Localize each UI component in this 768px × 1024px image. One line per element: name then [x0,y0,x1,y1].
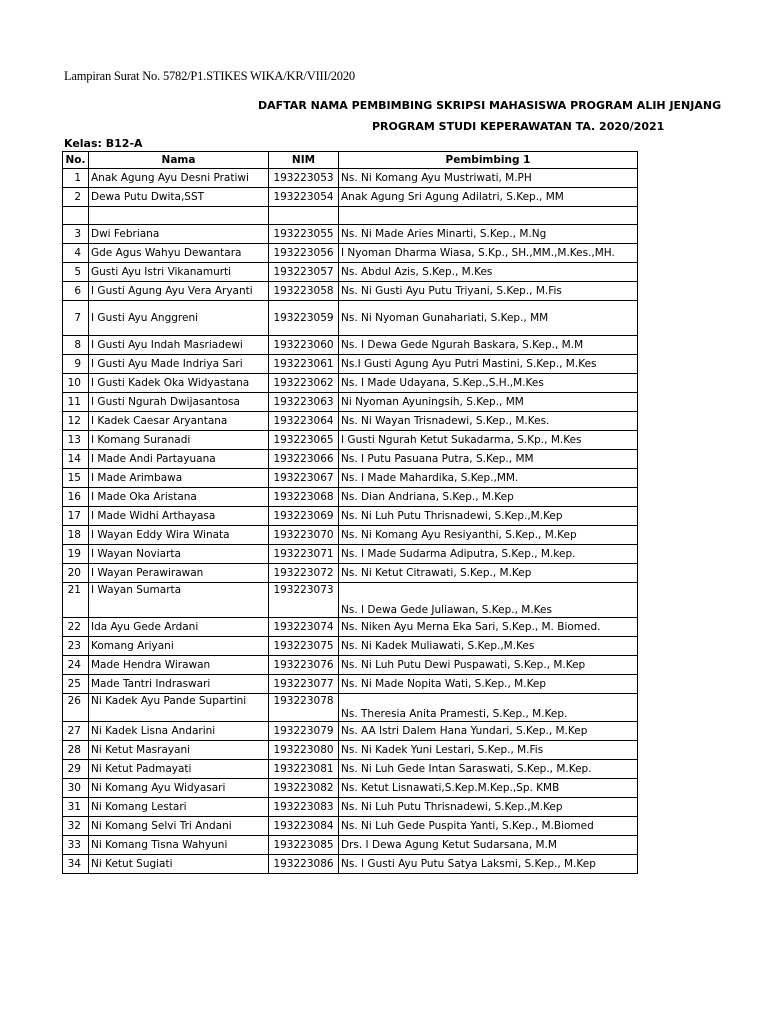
cell-no: 14 [63,450,89,469]
cell-nama: Komang Ariyani [89,637,269,656]
cell-nama: I Made Oka Aristana [89,488,269,507]
cell-nim: 193223070 [269,526,339,545]
cell-nim: 193223086 [269,855,339,874]
cell-nim: 193223064 [269,412,339,431]
cell-nama: I Gusti Ngurah Dwijasantosa [89,393,269,412]
table-row [63,564,638,583]
table-row [63,188,638,207]
cell-nim: 193223073 [269,583,339,618]
cell-nama: Ni Komang Ayu Widyasari [89,779,269,798]
cell-nim: 193223053 [269,169,339,188]
cell-nama: Ni Ketut Padmayati [89,760,269,779]
cell-no: 1 [63,169,89,188]
cell-nama: Ni Ketut Sugiati [89,855,269,874]
table-row [63,469,638,488]
cell-pembimbing: Ns. Ni Luh Putu Thrisnadewi, S.Kep.,M.Kep [339,798,638,817]
cell-nama: I Made Widhi Arthayasa [89,507,269,526]
cell-nama: Ni Komang Lestari [89,798,269,817]
cell-nama: I Made Arimbawa [89,469,269,488]
cell-nama: Anak Agung Ayu Desni Pratiwi [89,169,269,188]
table-row [63,618,638,637]
cell-no: 29 [63,760,89,779]
cell-pembimbing: Ns. Ni Luh Gede Puspita Yanti, S.Kep., M.Biomed [339,817,638,836]
cell-nama: I Gusti Kadek Oka Widyastana [89,374,269,393]
cell-nama: I Wayan Sumarta [89,583,269,618]
cell-no: 13 [63,431,89,450]
cell-pembimbing: Ns. Ni Komang Ayu Mustriwati, M.PH [339,169,638,188]
cell-no: 26 [63,694,89,722]
cell-nim: 193223061 [269,355,339,374]
cell-no: 11 [63,393,89,412]
document-title-line2: PROGRAM STUDI KEPERAWATAN TA. 2020/2021 [372,120,665,133]
table-row [63,722,638,741]
cell-no: 12 [63,412,89,431]
cell-nama: Dewa Putu Dwita,SST [89,188,269,207]
cell-nama: Ida Ayu Gede Ardani [89,618,269,637]
cell-nama: Ni Ketut Masrayani [89,741,269,760]
cell-nim: 193223082 [269,779,339,798]
cell-nim: 193223057 [269,263,339,282]
cell-pembimbing: Ns. AA Istri Dalem Hana Yundari, S.Kep., M.Kep [339,722,638,741]
table-row [63,450,638,469]
cell-nama: I Gusti Ayu Made Indriya Sari [89,355,269,374]
cell-no: 25 [63,675,89,694]
cell-nama: Ni Komang Selvi Tri Andani [89,817,269,836]
column-header-pembimbing: Pembimbing 1 [339,152,638,169]
cell-nama: I Gusti Ayu Anggreni [89,301,269,336]
cell-pembimbing: I Gusti Ngurah Ketut Sukadarma, S.Kp., M.Kes [339,431,638,450]
cell-no: 5 [63,263,89,282]
cell-nama: I Kadek Caesar Aryantana [89,412,269,431]
table-row [63,207,638,225]
cell-pembimbing: Ns. Ni Luh Putu Thrisnadewi, S.Kep.,M.Kep [339,507,638,526]
table-row [63,431,638,450]
document-title-line1: DAFTAR NAMA PEMBIMBING SKRIPSI MAHASISWA PROGRAM ALIH JENJANG [258,99,722,112]
cell-nama: Made Hendra Wirawan [89,656,269,675]
cell-nim: 193223059 [269,301,339,336]
cell-nim [269,207,339,225]
table-row [63,507,638,526]
cell-no: 4 [63,244,89,263]
cell-nim: 193223083 [269,798,339,817]
cell-nama: Gusti Ayu Istri Vikanamurti [89,263,269,282]
cell-nim: 193223076 [269,656,339,675]
table-row [63,583,638,618]
cell-pembimbing: Ns. Ketut Lisnawati,S.Kep.M.Kep.,Sp. KMB [339,779,638,798]
table-row [63,637,638,656]
cell-no: 3 [63,225,89,244]
cell-pembimbing: Anak Agung Sri Agung Adilatri, S.Kep., MM [339,188,638,207]
table-row [63,760,638,779]
table-row [63,301,638,336]
cell-pembimbing: Ns. Ni Ketut Citrawati, S.Kep., M.Kep [339,564,638,583]
cell-pembimbing: Ni Nyoman Ayuningsih, S.Kep., MM [339,393,638,412]
cell-pembimbing: Ns. Ni Made Aries Minarti, S.Kep., M.Ng [339,225,638,244]
cell-pembimbing: Ns. Ni Made Nopita Wati, S.Kep., M.Kep [339,675,638,694]
table-row [63,282,638,301]
cell-nim: 193223084 [269,817,339,836]
cell-nim: 193223069 [269,507,339,526]
cell-nim: 193223078 [269,694,339,722]
cell-nama: Ni Kadek Ayu Pande Supartini [89,694,269,722]
cell-pembimbing: Ns. Dian Andriana, S.Kep., M.Kep [339,488,638,507]
table-row [63,836,638,855]
cell-pembimbing: Ns. Ni Luh Putu Dewi Puspawati, S.Kep., M.Kep [339,656,638,675]
cell-pembimbing: Ns. I Gusti Ayu Putu Satya Laksmi, S.Kep., M.Kep [339,855,638,874]
cell-no: 20 [63,564,89,583]
table-row [63,694,638,722]
table-row [63,526,638,545]
cell-nama: I Wayan Noviarta [89,545,269,564]
cell-no: 22 [63,618,89,637]
cell-nim: 193223056 [269,244,339,263]
table-row [63,656,638,675]
cell-nim: 193223077 [269,675,339,694]
table-row [63,675,638,694]
cell-no: 17 [63,507,89,526]
table-row [63,355,638,374]
cell-no: 28 [63,741,89,760]
cell-no: 7 [63,301,89,336]
cell-no: 27 [63,722,89,741]
cell-no: 24 [63,656,89,675]
cell-no: 34 [63,855,89,874]
cell-nim: 193223080 [269,741,339,760]
cell-nama: Ni Komang Tisna Wahyuni [89,836,269,855]
cell-nim: 193223065 [269,431,339,450]
cell-no: 18 [63,526,89,545]
table-row [63,244,638,263]
cell-pembimbing: Ns. I Made Udayana, S.Kep.,S.H.,M.Kes [339,374,638,393]
cell-pembimbing: Ns. Ni Wayan Trisnadewi, S.Kep., M.Kes. [339,412,638,431]
cell-nama: I Made Andi Partayuana [89,450,269,469]
cell-nim: 193223068 [269,488,339,507]
column-header-nim: NIM [269,152,339,169]
cell-nama: I Gusti Ayu Indah Masriadewi [89,336,269,355]
cell-nim: 193223074 [269,618,339,637]
table-row [63,741,638,760]
cell-pembimbing: Ns. Ni Kadek Muliawati, S.Kep.,M.Kes [339,637,638,656]
table-row [63,225,638,244]
table-row [63,393,638,412]
cell-pembimbing: Ns. I Dewa Gede Juliawan, S.Kep., M.Kes [339,583,638,618]
cell-nim: 193223072 [269,564,339,583]
class-label: Kelas: B12-A [64,137,143,150]
table-row [63,779,638,798]
cell-nama [89,207,269,225]
cell-nama: Ni Kadek Lisna Andarini [89,722,269,741]
cell-no: 8 [63,336,89,355]
cell-no: 15 [63,469,89,488]
cell-pembimbing: Ns. I Dewa Gede Ngurah Baskara, S.Kep., M.M [339,336,638,355]
cell-pembimbing: Drs. I Dewa Agung Ketut Sudarsana, M.M [339,836,638,855]
cell-nim: 193223066 [269,450,339,469]
cell-no: 21 [63,583,89,618]
cell-no: 30 [63,779,89,798]
cell-nim: 193223067 [269,469,339,488]
cell-nim: 193223054 [269,188,339,207]
cell-pembimbing: Ns. Ni Komang Ayu Resiyanthi, S.Kep., M.Kep [339,526,638,545]
cell-nim: 193223062 [269,374,339,393]
cell-nama: I Wayan Eddy Wira Winata [89,526,269,545]
cell-nim: 193223063 [269,393,339,412]
cell-pembimbing: Ns. Abdul Azis, S.Kep., M.Kes [339,263,638,282]
cell-pembimbing: Ns. I Made Mahardika, S.Kep.,MM. [339,469,638,488]
cell-nim: 193223079 [269,722,339,741]
cell-no: 19 [63,545,89,564]
cell-no: 6 [63,282,89,301]
column-header-no: No. [63,152,89,169]
cell-pembimbing: Ns. Niken Ayu Merna Eka Sari, S.Kep., M. Biomed. [339,618,638,637]
table-row [63,263,638,282]
cell-no: 10 [63,374,89,393]
lampiran-reference: Lampiran Surat No. 5782/P1.STIKES WIKA/KR/VIII/2020 [64,69,355,83]
cell-pembimbing: Ns. Ni Gusti Ayu Putu Triyani, S.Kep., M.Fis [339,282,638,301]
table-row [63,817,638,836]
cell-no: 23 [63,637,89,656]
table-header-row [63,152,638,169]
cell-nim: 193223081 [269,760,339,779]
cell-no: 33 [63,836,89,855]
table-row [63,374,638,393]
cell-nim: 193223075 [269,637,339,656]
column-header-nama: Nama [89,152,269,169]
table-row [63,798,638,817]
table-row [63,412,638,431]
supervisor-table [62,151,638,874]
cell-nim: 193223058 [269,282,339,301]
cell-nim: 193223055 [269,225,339,244]
cell-nama: Dwi Febriana [89,225,269,244]
cell-nim: 193223060 [269,336,339,355]
cell-nama: I Wayan Perawirawan [89,564,269,583]
cell-pembimbing [339,207,638,225]
table-row [63,488,638,507]
table-row [63,336,638,355]
table-row [63,545,638,564]
cell-pembimbing: Ns. Theresia Anita Pramesti, S.Kep., M.Kep. [339,694,638,722]
cell-pembimbing: Ns. Ni Kadek Yuni Lestari, S.Kep., M.Fis [339,741,638,760]
cell-nama: Gde Agus Wahyu Dewantara [89,244,269,263]
cell-pembimbing: Ns. I Putu Pasuana Putra, S.Kep., MM [339,450,638,469]
cell-nim: 193223085 [269,836,339,855]
cell-nama: I Komang Suranadi [89,431,269,450]
cell-pembimbing: Ns. I Made Sudarma Adiputra, S.Kep., M.kep. [339,545,638,564]
table-row [63,169,638,188]
cell-no: 16 [63,488,89,507]
cell-pembimbing: Ns.I Gusti Agung Ayu Putri Mastini, S.Kep., M.Kes [339,355,638,374]
cell-no [63,207,89,225]
cell-pembimbing: Ns. Ni Nyoman Gunahariati, S.Kep., MM [339,301,638,336]
cell-no: 31 [63,798,89,817]
cell-no: 9 [63,355,89,374]
cell-nim: 193223071 [269,545,339,564]
cell-pembimbing: Ns. Ni Luh Gede Intan Saraswati, S.Kep., M.Kep. [339,760,638,779]
cell-no: 2 [63,188,89,207]
cell-no: 32 [63,817,89,836]
cell-pembimbing: I Nyoman Dharma Wiasa, S.Kp., SH.,MM.,M.Kes.,MH. [339,244,638,263]
cell-nama: Made Tantri Indraswari [89,675,269,694]
cell-nama: I Gusti Agung Ayu Vera Aryanti [89,282,269,301]
table-row [63,855,638,874]
